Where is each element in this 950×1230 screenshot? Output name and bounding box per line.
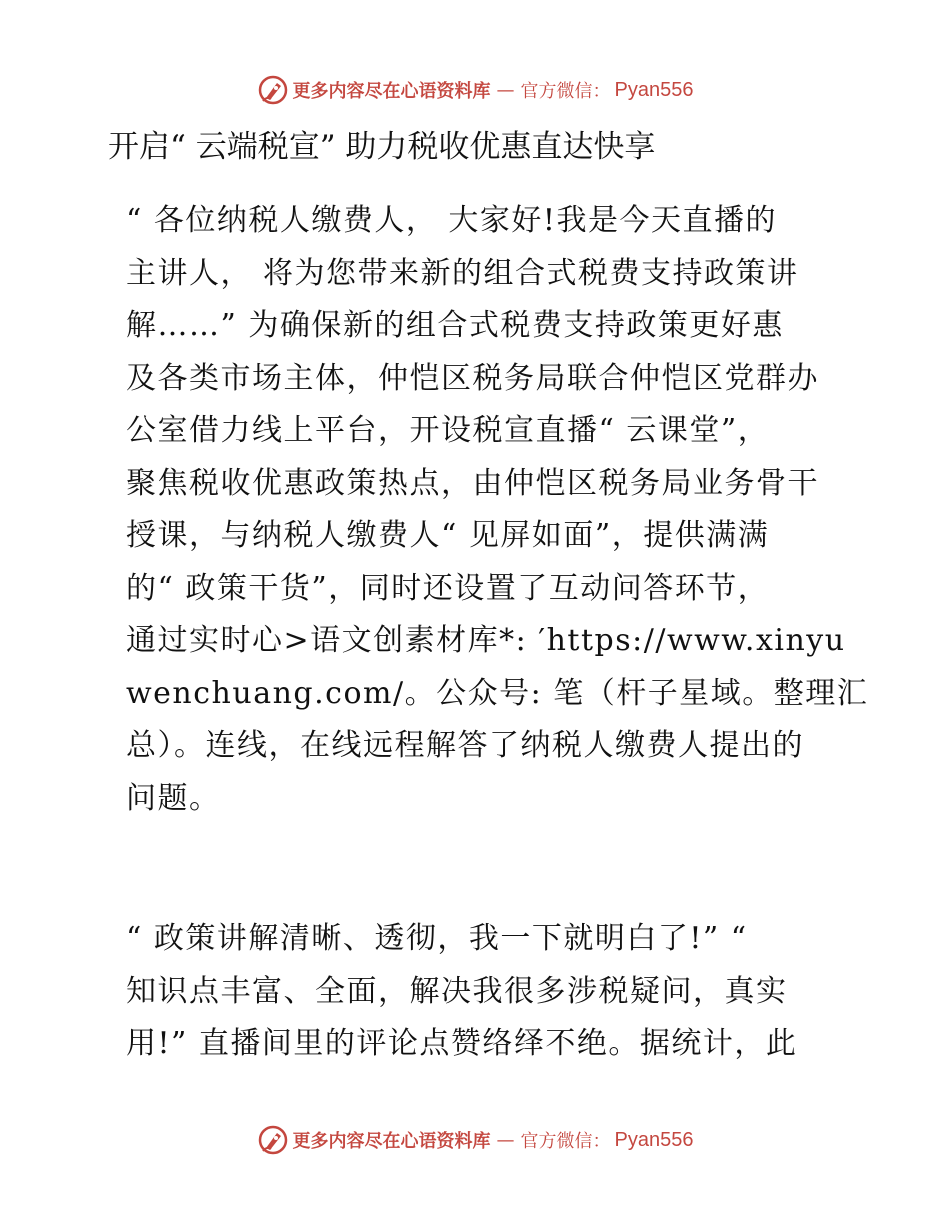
text-line: 及各类市场主体，仲恺区税务局联合仲恺区党群办 [126, 360, 819, 396]
wechat-label: 官方微信： [520, 1131, 611, 1152]
brand-separator: — [496, 79, 515, 101]
wechat-id: Pyan556 [614, 1128, 694, 1151]
text-line: 问题。 [126, 780, 221, 816]
text-line: 知识点丰富、全面，解决我很多涉税疑问，真实 [126, 973, 788, 1009]
text-line: 通过实时心>语文创素材库*: ′https://www.xinyu [126, 623, 846, 658]
text-line: 的“ 政策干货”，同时还设置了互动问答环节， [126, 570, 770, 606]
brand-text: 更多内容尽在心语资料库 [292, 1131, 491, 1152]
brand-separator: — [496, 1129, 515, 1151]
wechat-label: 官方微信： [520, 81, 611, 102]
text-line: 解……” 为确保新的组合式税费支持政策更好惠 [126, 308, 784, 343]
text-line: “ 政策讲解清晰、透彻，我一下就明白了!” “ [126, 921, 748, 956]
text-line: 公室借力线上平台，开设税宣直播“ 云课堂”， [126, 413, 770, 448]
text-line: 总）。连线，在线远程解答了纳税人缴费人提出的 [126, 728, 804, 763]
brand-text: 更多内容尽在心语资料库 [292, 81, 491, 102]
pen-nib-logo-icon [257, 74, 289, 106]
text-line: 授课，与纳税人缴费人“ 见屏如面”，提供满满 [126, 518, 770, 553]
brand-watermark [257, 1124, 694, 1156]
text-line: “ 各位纳税人缴费人， 大家好!我是今天直播的 [126, 203, 777, 238]
brand-watermark [257, 74, 694, 106]
text-line: 用!” 直播间里的评论点赞络绎不绝。据统计，此 [126, 1026, 798, 1061]
wechat-id: Pyan556 [614, 78, 694, 101]
text-line: 主讲人， 将为您带来新的组合式税费支持政策讲 [126, 255, 799, 291]
page-footer [0, 1120, 950, 1160]
paragraph-1 [98, 195, 869, 825]
text-line: 聚焦税收优惠政策热点，由仲恺区税务局业务骨干 [126, 465, 819, 501]
text-line: wenchuang.com/。公众号: 笔（杆子星域。整理汇 [126, 675, 869, 711]
document-title: 开启“ 云端税宣” 助力税收优惠直达快享 [108, 129, 656, 165]
page-header [0, 70, 950, 110]
pen-nib-logo-icon [257, 1124, 289, 1156]
paragraph-2 [98, 913, 850, 1071]
